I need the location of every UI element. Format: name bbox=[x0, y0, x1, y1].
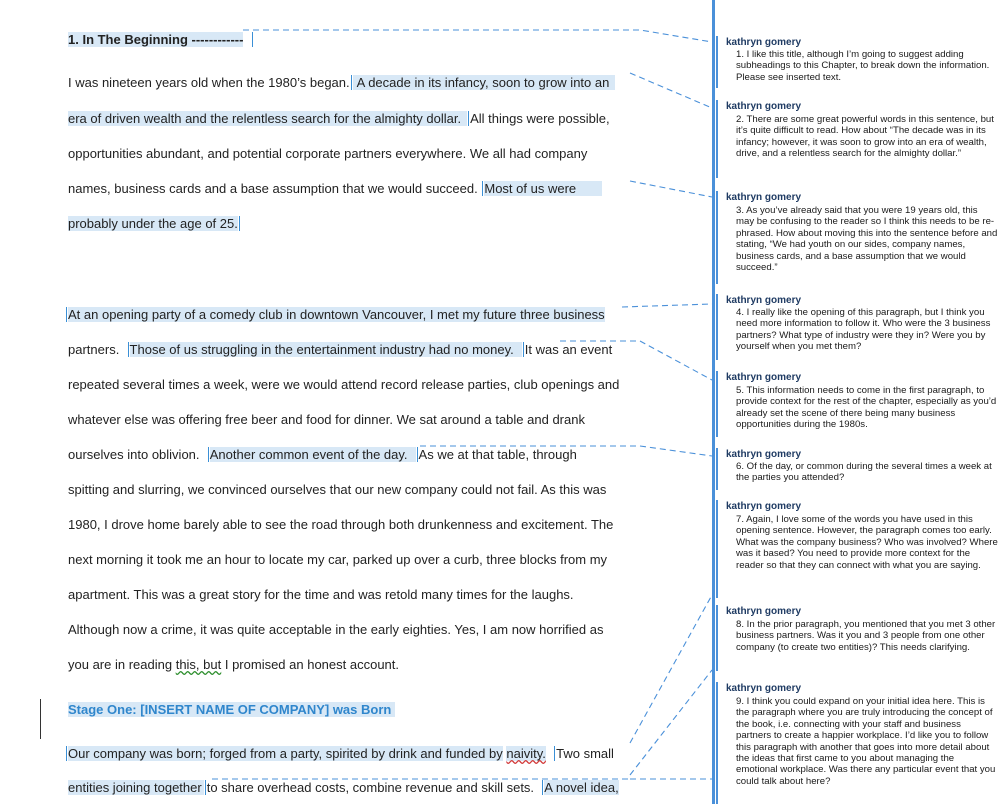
comment-range-7[interactable]: Our company was born; forged from a party, spirited by drink and funded by bbox=[68, 746, 503, 761]
para2-line-1[interactable] bbox=[68, 306, 605, 323]
markup-pane-divider bbox=[712, 0, 715, 804]
comment-1-text[interactable]: 1. I like this title, although I’m going to suggest adding subheadings to this Chapter, to break down the information. Please see inserted text. bbox=[736, 49, 990, 83]
para1-line-1[interactable]: I was nineteen years old when the 1980’s began. A decade in its infancy, soon to grow into an bbox=[68, 74, 615, 91]
comment-range-8[interactable]: entities joining together bbox=[68, 780, 202, 795]
comment-range-2b[interactable]: era of driven wealth and the relentless search for the almighty dollar. bbox=[68, 111, 467, 126]
para3-line-1[interactable]: Our company was born; forged from a party, spirited by drink and funded by naivity. Two small bbox=[68, 746, 614, 761]
comment-6-bar bbox=[716, 448, 718, 490]
comment-9-bar bbox=[716, 682, 718, 804]
comment-5-text[interactable]: 5. This information needs to come in the first paragraph, to provide context for the rest of the chapter, especially as you’d already set the scene of there being many business opportunities during the 1980s. bbox=[736, 385, 997, 431]
para2-line-7[interactable]: 1980, I drove home barely able to see the road through both drunkenness and excitement. The bbox=[68, 517, 614, 532]
comment-1-bar bbox=[716, 36, 718, 88]
comment-5-bar bbox=[716, 371, 718, 437]
comment-2-author[interactable]: kathryn gomery bbox=[726, 101, 802, 112]
para2-line-9[interactable]: apartment. This was a great story for the time and was retold many times for the laughs. bbox=[68, 587, 574, 602]
comment-7-author[interactable]: kathryn gomery bbox=[726, 501, 802, 512]
comment-6-author[interactable]: kathryn gomery bbox=[726, 449, 802, 460]
comment-2-text[interactable]: 2. There are some great powerful words in this sentence, but it’s quite difficult to read. How about “The decade was in its infancy; however, it was soon to grow into an era of wealth, drive, and a relentless search for the almighty dollar.” bbox=[736, 114, 994, 160]
comment-4-text[interactable]: 4. I really like the opening of this paragraph, but I think you need more information to follow it. Who were the 3 business partners? What type of industry were they in? Were you by yourself when you met them? bbox=[736, 307, 991, 353]
comment-6-text[interactable]: 6. Of the day, or common during the several times a week at the parties you attended? bbox=[736, 461, 992, 484]
comment-9-text[interactable]: 9. I think you could expand on your initial idea here. This is the paragraph where you are truly introducing the concept of the book, i.e. connecting with your staff and business partners to create a happier workplace. I’d like you to follow this paragraph with another that goes into more detail about the ideas that first came to you about managing the emotional workplace. Was there any particular event that you could talk about here? bbox=[736, 696, 996, 787]
comment-8-text[interactable]: 8. In the prior paragraph, you mentioned that you met 3 other business partners. Was it you and 3 people from one other company (to create two entities)? This needs clarifying. bbox=[736, 619, 996, 653]
para2-line-6[interactable]: spitting and slurring, we convinced ourselves that our new company could not fail. As this was bbox=[68, 482, 607, 497]
comment-7-text[interactable]: 7. Again, I love some of the words you have used in this opening sentence. However, the paragraph comes too early. What was the company business? Who was involved? Where was it based? You need to provide more context for the reader so that they can connect with what you are saying. bbox=[736, 514, 998, 571]
comment-range-2[interactable]: A decade in its infancy, soon to grow into an bbox=[353, 75, 616, 90]
comment-9-author[interactable]: kathryn gomery bbox=[726, 683, 802, 694]
comment-8-bar bbox=[716, 605, 718, 671]
chapter-heading[interactable]: 1. In The Beginning ------------ bbox=[68, 32, 244, 47]
comment-7-bar bbox=[716, 500, 718, 598]
comment-range-9[interactable]: A novel idea, bbox=[544, 780, 619, 795]
comment-4-bar bbox=[716, 294, 718, 360]
comment-range-6[interactable]: Another common event of the day. bbox=[210, 447, 416, 462]
para2-line-10[interactable]: Although now a crime, it was quite acceptable in the early eighties. Yes, I am now horrified as bbox=[68, 622, 604, 637]
comment-range-4[interactable]: At an opening party of a comedy club in downtown Vancouver, I met my future three business bbox=[68, 307, 605, 322]
comment-4-author[interactable]: kathryn gomery bbox=[726, 295, 802, 306]
para2-line-2[interactable]: partners. Those of us struggling in the entertainment industry had no money. It was an event bbox=[68, 342, 613, 357]
comment-anchor-1 bbox=[252, 32, 253, 47]
comment-3-author[interactable]: kathryn gomery bbox=[726, 192, 802, 203]
para1-line-2[interactable]: era of driven wealth and the relentless search for the almighty dollar. All things were possible, bbox=[68, 111, 610, 126]
stage-heading-line[interactable] bbox=[68, 701, 395, 718]
para1-line-4[interactable]: names, business cards and a base assumption that we would succeed. Most of us were bbox=[68, 180, 602, 197]
comment-3-text[interactable]: 3. As you’ve already said that you were 19 years old, this may be confusing to the reader so I think this needs to be re-phrased. How about moving this into the sentence before and stating, “We had youth on our sides, company names, business cards, and a base assumption that we would succeed.” bbox=[736, 205, 998, 274]
chapter-heading-line[interactable] bbox=[68, 31, 254, 48]
change-bar bbox=[40, 699, 41, 739]
comment-5-author[interactable]: kathryn gomery bbox=[726, 372, 802, 383]
para2-line-4[interactable]: whatever else was offering free beer and food for dinner. We sat around a table and drank bbox=[68, 412, 585, 427]
para1-line-5[interactable] bbox=[68, 215, 241, 232]
comment-8-author[interactable]: kathryn gomery bbox=[726, 606, 802, 617]
comment-range-5[interactable]: Those of us struggling in the entertainment industry had no money. bbox=[130, 342, 522, 357]
stage-heading[interactable]: Stage One: [INSERT NAME OF COMPANY] was Born bbox=[68, 702, 395, 717]
comment-range-3b[interactable]: probably under the age of 25. bbox=[68, 216, 238, 231]
grammar-flag[interactable]: this, but bbox=[175, 657, 222, 672]
para2-line-8[interactable]: next morning it took me an hour to locate my car, parked up over a curb, three blocks from my bbox=[68, 552, 608, 567]
para2-line-3[interactable]: repeated several times a week, were we would attend record release parties, club openings and bbox=[68, 377, 620, 392]
spelling-flag[interactable]: naivity. bbox=[506, 746, 546, 761]
para2-line-11[interactable]: you are in reading this, but I promised an honest account. bbox=[68, 657, 400, 672]
para3-line-2[interactable]: entities joining together to share overhead costs, combine revenue and skill sets. A novel idea, bbox=[68, 780, 619, 795]
comment-2-bar bbox=[716, 100, 718, 178]
comments-pane[interactable] bbox=[716, 0, 1000, 804]
comment-range-3[interactable]: Most of us were bbox=[484, 181, 602, 196]
comment-3-bar bbox=[716, 191, 718, 284]
para2-line-5[interactable]: ourselves into oblivion. Another common event of the day. As we at that table, through bbox=[68, 447, 577, 462]
comment-1-author[interactable]: kathryn gomery bbox=[726, 37, 802, 48]
para1-line-3[interactable]: opportunities abundant, and potential corporate partners everywhere. We all had company bbox=[68, 146, 588, 161]
